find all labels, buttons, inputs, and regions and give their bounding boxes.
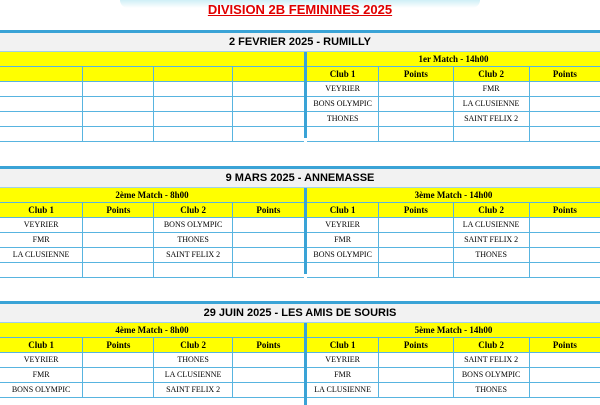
col-club1: Club 1	[307, 338, 379, 352]
table-row	[0, 97, 304, 112]
col-points2: Points	[552, 340, 577, 350]
club2-cell: FMR	[454, 82, 530, 96]
table-row	[307, 82, 600, 97]
match-title: 2ème Match - 8h00	[0, 188, 304, 203]
club2-cell: SAINT FELIX 2	[454, 233, 530, 247]
col-points2: Points	[256, 340, 281, 350]
col-points1: Points	[83, 338, 154, 352]
empty-header	[0, 52, 304, 67]
club1-cell: FMR	[0, 233, 83, 247]
table-row	[307, 233, 600, 248]
match-title: 3ème Match - 14h00	[307, 188, 600, 203]
match-block-4	[0, 323, 304, 398]
column-header-row	[307, 338, 600, 353]
table-row	[307, 248, 600, 263]
table-row	[0, 368, 304, 383]
club1-cell: BONS OLYMPIC	[307, 248, 379, 262]
club1-cell: VEYRIER	[0, 218, 83, 232]
section-amis-de-souris	[0, 301, 600, 405]
page-title: DIVISION 2B FEMININES 2025	[207, 2, 393, 17]
table-row	[307, 263, 600, 278]
empty-match-block	[0, 52, 304, 142]
column-header-row	[0, 203, 304, 218]
column-header-row	[307, 203, 600, 218]
table-row	[307, 353, 600, 368]
club2-cell: SAINT FELIX 2	[454, 112, 530, 126]
club2-cell: BONS OLYMPIC	[454, 368, 530, 382]
column-header-row	[307, 67, 600, 82]
column-header-row	[0, 338, 304, 353]
club2-cell: SAINT FELIX 2	[454, 353, 530, 367]
club1-cell: BONS OLYMPIC	[0, 383, 83, 397]
table-row	[307, 218, 600, 233]
club2-cell: THONES	[454, 383, 530, 397]
club1-cell: BONS OLYMPIC	[307, 97, 379, 111]
club1-cell: FMR	[0, 368, 83, 382]
table-row	[0, 383, 304, 398]
match-block-3	[307, 188, 600, 278]
col-points2: Points	[256, 205, 281, 215]
club2-cell: SAINT FELIX 2	[154, 383, 232, 397]
col-points1: Points	[83, 203, 154, 217]
club2-cell: BONS OLYMPIC	[154, 218, 232, 232]
club2-cell: LA CLUSIENNE	[154, 368, 232, 382]
col-points1: Points	[379, 203, 453, 217]
section-date: 29 JUIN 2025 - LES AMIS DE SOURIS	[0, 304, 600, 323]
table-row	[0, 233, 304, 248]
club2-cell: THONES	[154, 233, 232, 247]
col-club2: Club 2	[454, 338, 530, 352]
table-row	[307, 383, 600, 398]
col-club1: Club 1	[0, 338, 83, 352]
col-club2: Club 2	[154, 203, 232, 217]
col-points2: Points	[552, 205, 577, 215]
club1-cell: VEYRIER	[307, 218, 379, 232]
table-row	[0, 82, 304, 97]
match-block-2	[0, 188, 304, 278]
club1-cell: LA CLUSIENNE	[307, 383, 379, 397]
club1-cell: THONES	[307, 112, 379, 126]
club1-cell: FMR	[307, 233, 379, 247]
match-block-1	[307, 52, 600, 142]
col-club2: Club 2	[154, 338, 232, 352]
section-date: 9 MARS 2025 - ANNEMASSE	[0, 169, 600, 188]
match-title: 1er Match - 14h00	[307, 52, 600, 67]
col-club1: Club 1	[307, 203, 379, 217]
match-title: 5ème Match - 14h00	[307, 323, 600, 338]
table-row	[0, 353, 304, 368]
table-row	[0, 67, 304, 82]
col-points1: Points	[379, 67, 453, 81]
col-club2: Club 2	[454, 67, 530, 81]
col-points1: Points	[379, 338, 453, 352]
table-row	[307, 112, 600, 127]
section-annemasse	[0, 166, 600, 274]
club1-cell: LA CLUSIENNE	[0, 248, 83, 262]
club1-cell: VEYRIER	[0, 353, 83, 367]
club1-cell: FMR	[307, 368, 379, 382]
table-row	[307, 127, 600, 142]
table-row	[0, 263, 304, 278]
table-row	[307, 368, 600, 383]
section-date: 2 FEVRIER 2025 - RUMILLY	[0, 33, 600, 52]
club1-cell: VEYRIER	[307, 82, 379, 96]
match-block-5	[307, 323, 600, 398]
col-club1: Club 1	[0, 203, 83, 217]
club2-cell: THONES	[454, 248, 530, 262]
club2-cell: THONES	[154, 353, 232, 367]
club2-cell: SAINT FELIX 2	[154, 248, 232, 262]
match-title: 4ème Match - 8h00	[0, 323, 304, 338]
col-points2: Points	[552, 69, 577, 79]
col-club2: Club 2	[454, 203, 530, 217]
club2-cell: LA CLUSIENNE	[454, 97, 530, 111]
table-row	[0, 127, 304, 142]
table-row	[307, 97, 600, 112]
club2-cell: LA CLUSIENNE	[454, 218, 530, 232]
table-row	[0, 248, 304, 263]
col-club1: Club 1	[307, 67, 379, 81]
section-rumilly	[0, 30, 600, 138]
table-row	[0, 112, 304, 127]
club1-cell: VEYRIER	[307, 353, 379, 367]
table-row	[0, 218, 304, 233]
